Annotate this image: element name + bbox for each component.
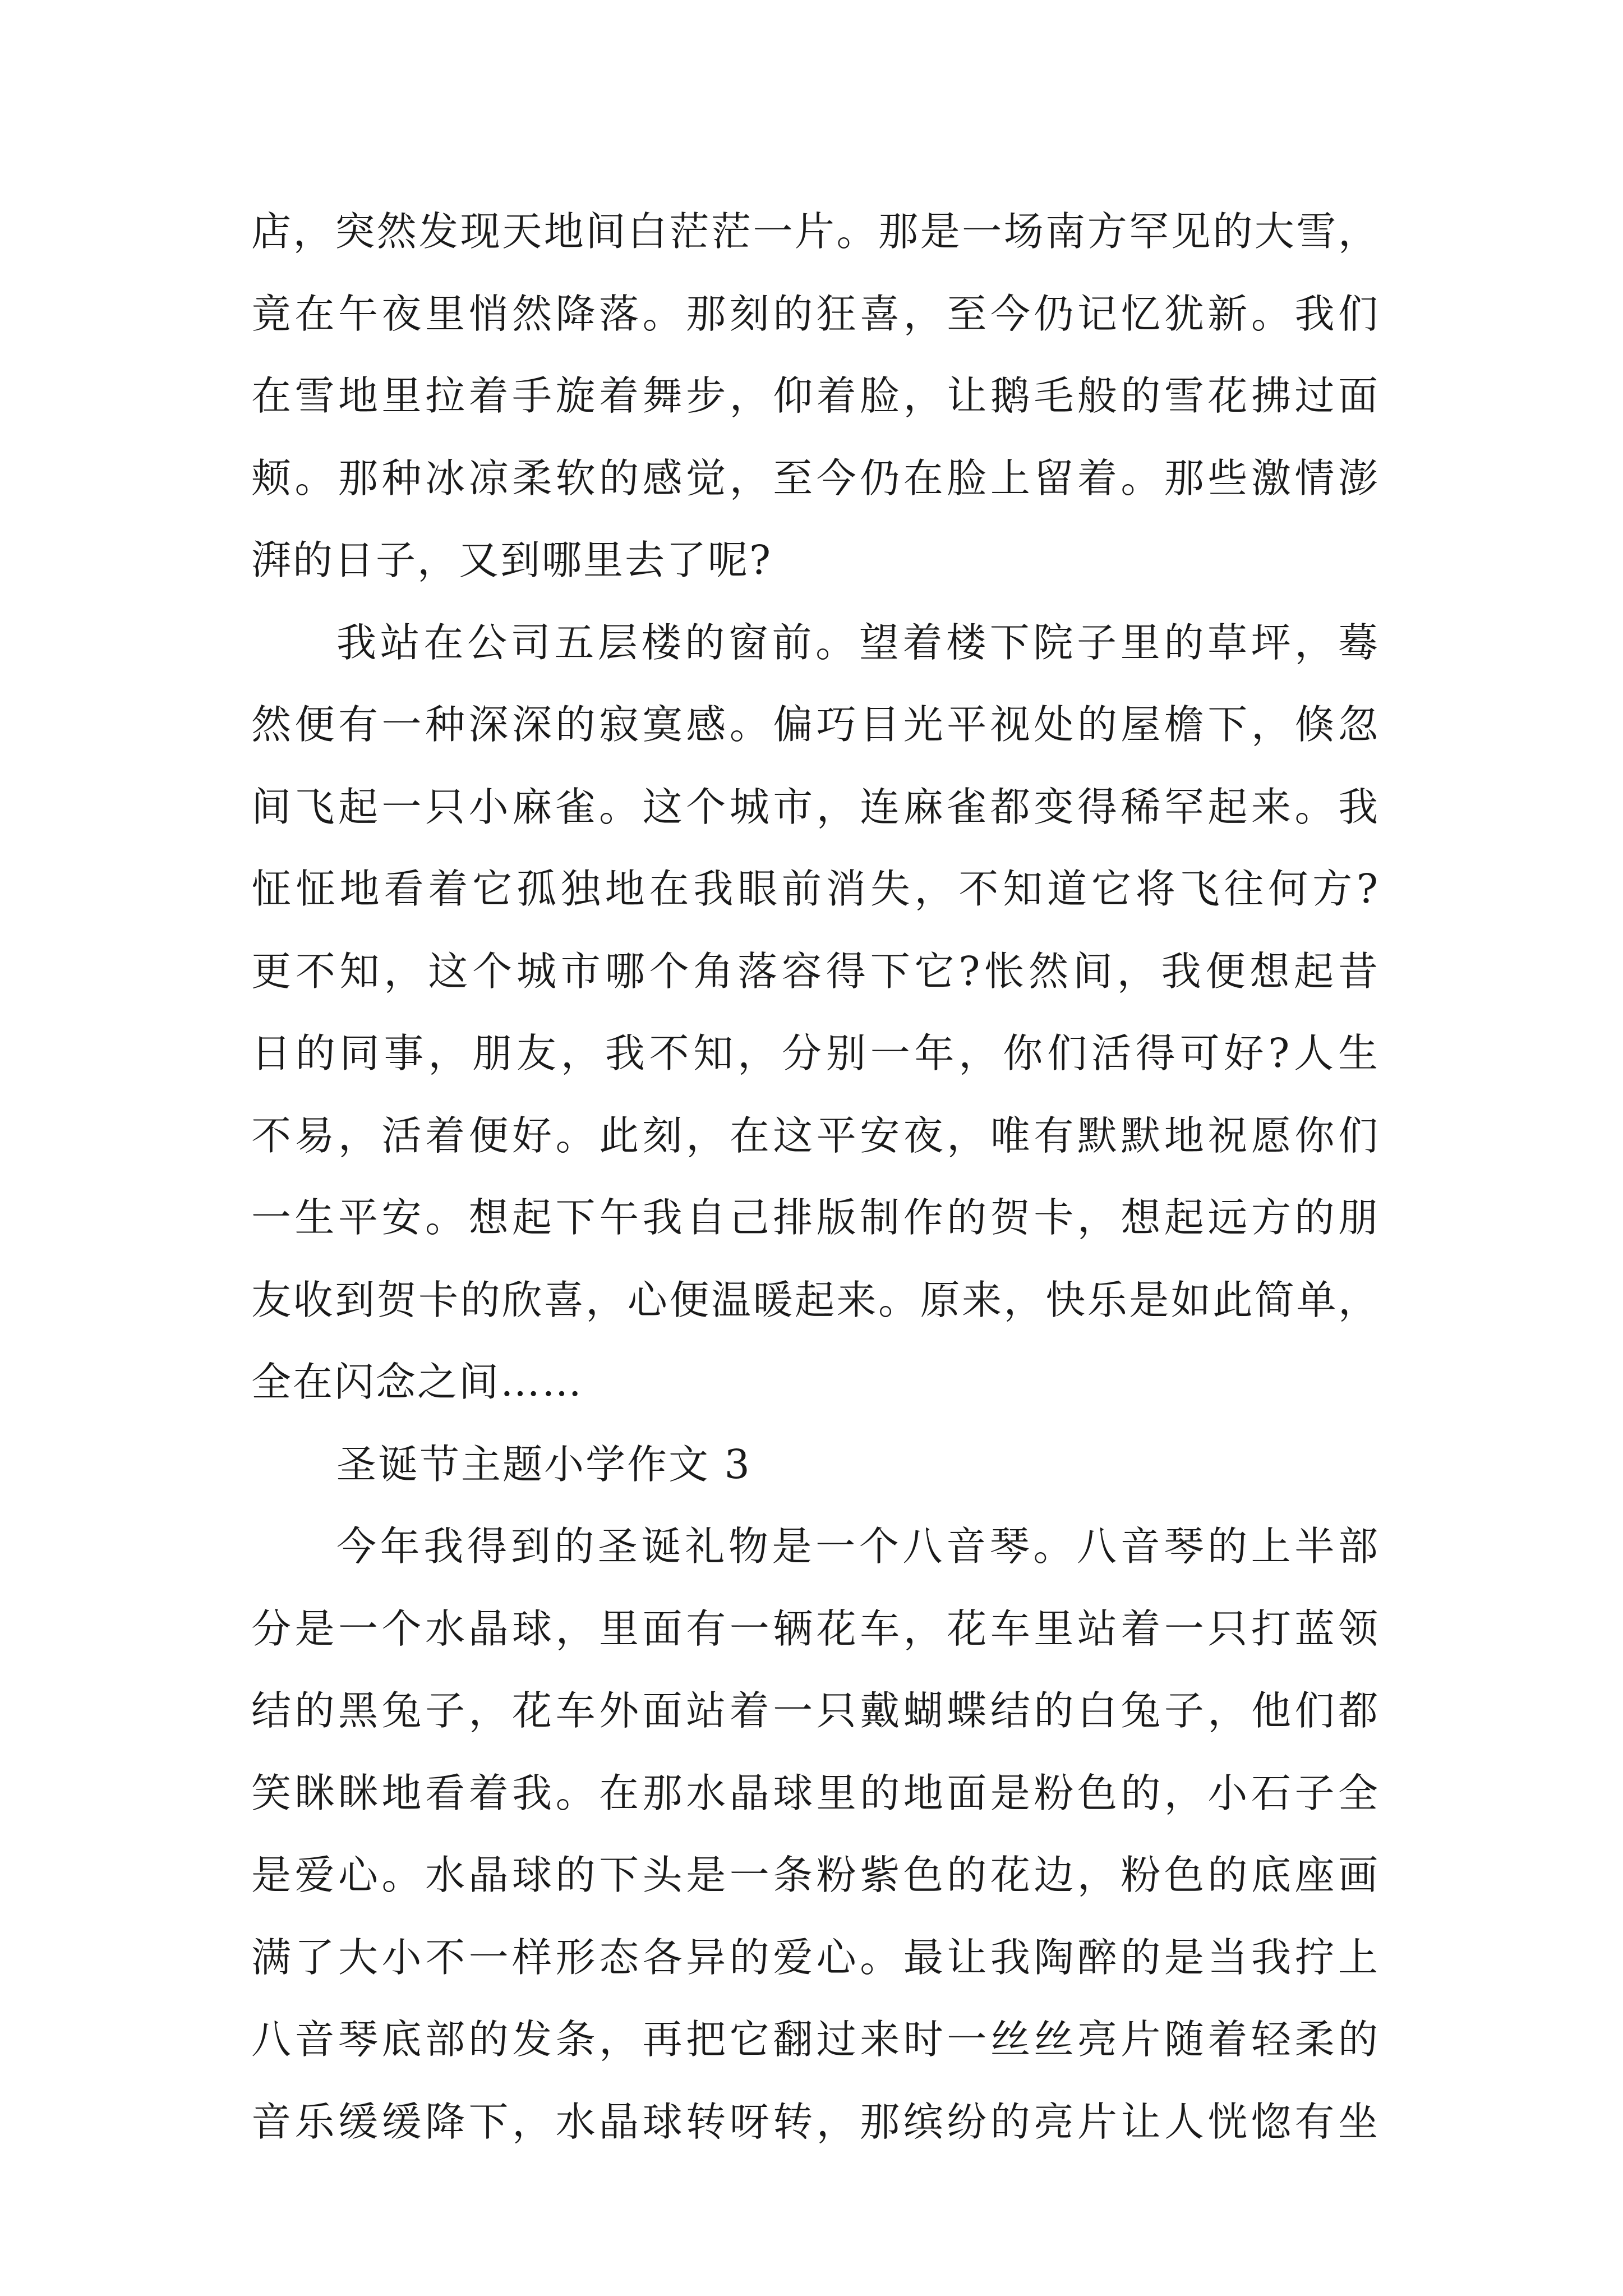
text-line: 更不知，这个城市哪个角落容得下它?怅然间，我便想起昔 xyxy=(251,947,1380,995)
text-line: 我站在公司五层楼的窗前。望着楼下院子里的草坪，蓦 xyxy=(336,619,1380,666)
text-line: 一生平安。想起下午我自己排版制作的贺卡，想起远方的朋 xyxy=(251,1194,1380,1241)
text-line: 友收到贺卡的欣喜，心便温暖起来。原来，快乐是如此简单， xyxy=(251,1276,1380,1323)
text-line: 是爱心。水晶球的下头是一条粉紫色的花边，粉色的底座画 xyxy=(251,1852,1380,1898)
text-line: 结的黑兔子，花车外面站着一只戴蝴蝶结的白兔子，他们都 xyxy=(251,1687,1380,1734)
text-line: 湃的日子，又到哪里去了呢? xyxy=(251,537,773,583)
text-line: 然便有一种深深的寂寞感。偏巧目光平视处的屋檐下，倏忽 xyxy=(251,701,1380,748)
text-line: 店，突然发现天地间白茫茫一片。那是一场南方罕见的大雪， xyxy=(251,208,1380,255)
text-line: 不易，活着便好。此刻，在这平安夜，唯有默默地祝愿你们 xyxy=(251,1112,1380,1159)
text-line: 今年我得到的圣诞礼物是一个八音琴。八音琴的上半部 xyxy=(336,1523,1380,1570)
text-line: 音乐缓缓降下，水晶球转呀转，那缤纷的亮片让人恍惚有坐 xyxy=(251,2098,1380,2145)
text-line: 八音琴底部的发条，再把它翻过来时一丝丝亮片随着轻柔的 xyxy=(251,2016,1380,2063)
text-line: 满了大小不一样形态各异的爱心。最让我陶醉的是当我拧上 xyxy=(251,1934,1380,1981)
text-line: 竟在午夜里悄然降落。那刻的狂喜，至今仍记忆犹新。我们 xyxy=(251,290,1380,337)
body-text xyxy=(251,191,1380,2163)
text-line: 在雪地里拉着手旋着舞步，仰着脸，让鹅毛般的雪花拂过面 xyxy=(251,372,1380,419)
text-line: 颊。那种冰凉柔软的感觉，至今仍在脸上留着。那些激情澎 xyxy=(251,454,1380,501)
text-line: 间飞起一只小麻雀。这个城市，连麻雀都变得稀罕起来。我 xyxy=(251,783,1380,830)
text-line: 分是一个水晶球，里面有一辆花车，花车里站着一只打蓝领 xyxy=(251,1605,1380,1652)
text-line: 笑眯眯地看着我。在那水晶球里的地面是粉色的，小石子全 xyxy=(251,1769,1380,1816)
section-heading: 圣诞节主题小学作文 3 xyxy=(336,1441,751,1488)
text-line: 日的同事，朋友，我不知，分别一年，你们活得可好?人生 xyxy=(251,1030,1380,1076)
text-line: 全在闪念之间…… xyxy=(251,1359,584,1405)
text-line: 怔怔地看着它孤独地在我眼前消失，不知道它将飞往何方? xyxy=(251,866,1380,912)
